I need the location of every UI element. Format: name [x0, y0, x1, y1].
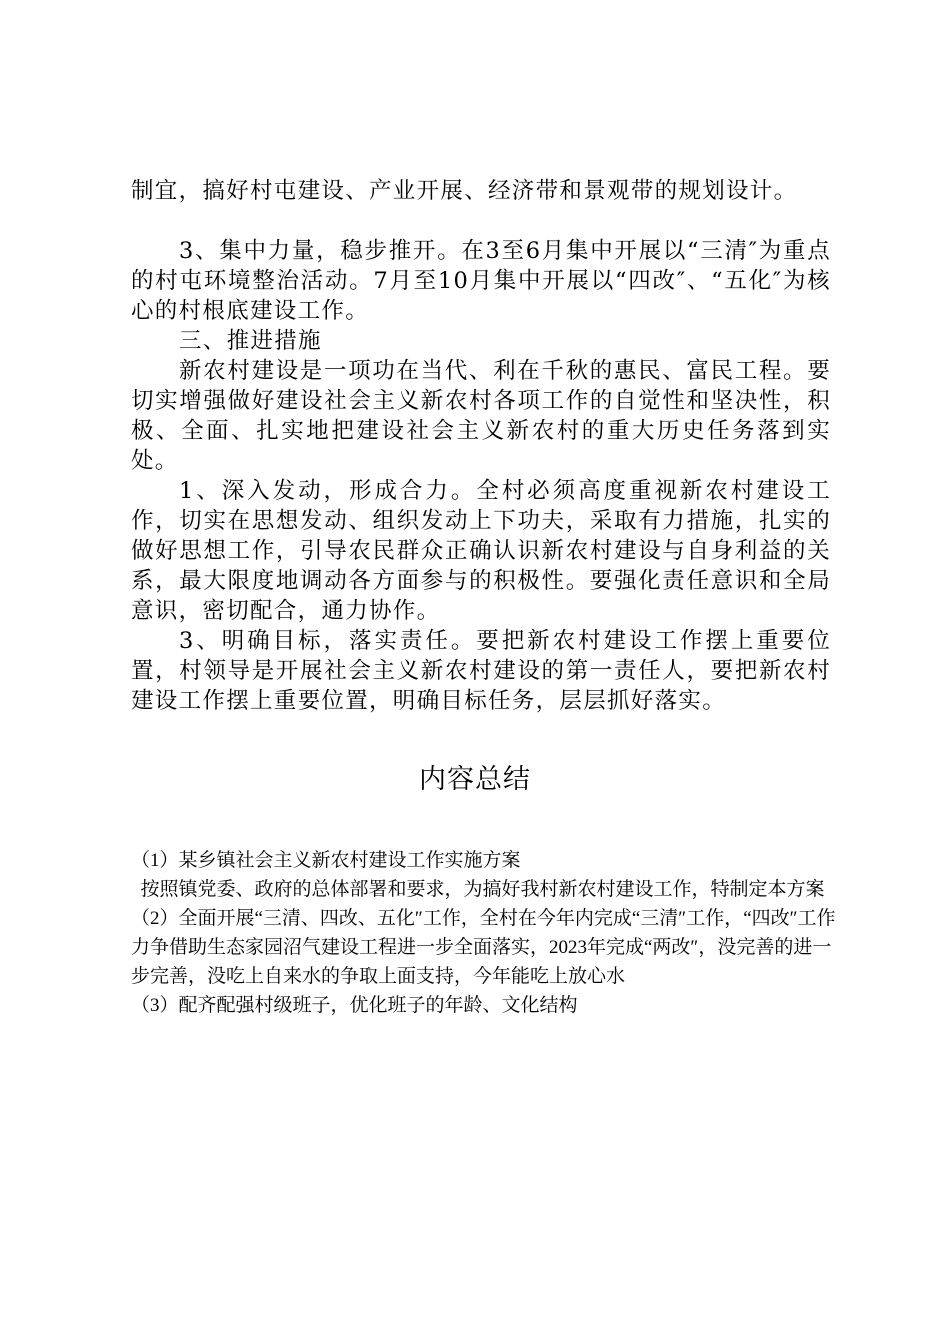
paragraph-step-3: 3、集中力量，稳步推开。在3至6月集中开展以“三清″为重点的村屯环境整治活动。7月至10月集中开展以“四改″、“五化″为核心的村根底建设工作。: [131, 238, 831, 324]
summary-item-1-text: 按照镇党委、政府的总体部署和要求，为搞好我村新农村建设工作，特制定本方案: [131, 879, 825, 900]
paragraph-measures-intro: 新农村建设是一项功在当代、利在千秋的惠民、富民工程。要切实增强做好建设社会主义新农村各项工作的自觉性和坚决性，积极、全面、扎实地把建设社会主义新农村的重大历史任务落到实处。: [131, 358, 831, 474]
summary-section: [131, 846, 836, 1020]
summary-title: 内容总结: [419, 764, 531, 795]
summary-item-2: （2）全面开展“三清、四改、五化″工作，全村在今年内完成“三清″工作，“四改″工作力争借助生态家园沼气建设工程进一步全面落实，2023年完成“两改″，没完善的进一步完善，没吃上自来水的争取上面支持，今年能吃上放心水: [131, 908, 836, 987]
paragraph-measure-3: 3、明确目标，落实责任。要把新农村建设工作摆上重要位置，村领导是开展社会主义新农村建设的第一责任人，要把新农村建设工作摆上重要位置，明确目标任务，层层抓好落实。: [131, 628, 831, 714]
summary-item-3: （3）配齐配强村级班子，优化班子的年龄、文化结构: [131, 995, 578, 1016]
section-heading-measures: 三、推进措施: [179, 328, 322, 354]
summary-item-1: （1）某乡镇社会主义新农村建设工作实施方案: [131, 850, 521, 871]
body-line-continuation: [131, 176, 831, 206]
paragraph-measure-1: 1、深入发动，形成合力。全村必须高度重视新农村建设工作，切实在思想发动、组织发动上下功夫，采取有力措施，扎实的做好思想工作，引导农民群众正确认识新农村建设与自身利益的关系，最大限度地调动各方面参与的积极性。要强化责任意识和全局意识，密切配合，通力协作。: [131, 478, 831, 624]
main-body: [131, 236, 831, 716]
continued-paragraph: 制宜，搞好村屯建设、产业开展、经济带和景观带的规划设计。: [131, 178, 798, 204]
